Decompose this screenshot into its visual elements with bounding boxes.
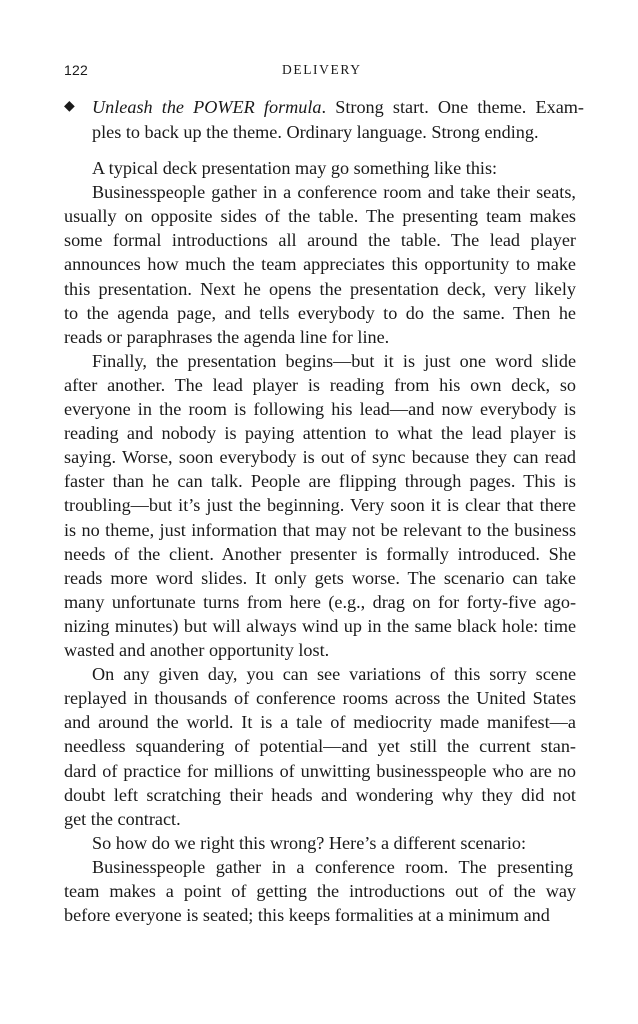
- text-line: troubling—but it’s just the beginning. Very soon it is clear that there: [64, 495, 576, 516]
- bullet-line: [92, 120, 539, 144]
- text-line: So how do we right this wrong? Here’s a different scenario:: [92, 832, 527, 853]
- text-line: saying. Worse, soon everybody is out of sync because they can read: [64, 447, 577, 468]
- text-line: Businesspeople gather in a conference room. The presenting: [92, 856, 574, 877]
- text-line: before everyone is seated; this keeps formalities at a minimum and: [64, 905, 550, 926]
- text-line: after another. The lead player is reading from his own deck, so: [64, 374, 577, 395]
- bullet-line-text: ples to back up the theme. Ordinary language. Strong ending.: [92, 122, 539, 142]
- bullet-line-text: . Strong start. One theme. Exam-: [321, 97, 584, 117]
- text-line: replayed in thousands of conference rooms across the United States: [64, 688, 577, 709]
- text-line: many unfortunate turns from here (e.g., drag on for forty-five ago-: [64, 591, 577, 612]
- text-line: announces how much the team appreciates this opportunity to make: [64, 254, 576, 275]
- text-line: On any given day, you can see variations of this sorry scene: [92, 664, 577, 685]
- text-line: doubt left scratching their heads and wondering why they did not: [64, 784, 576, 805]
- text-line: faster than he can talk. People are flipping through pages. This is: [64, 471, 576, 492]
- text-line: A typical deck presentation may go something like this:: [92, 158, 498, 178]
- text-line: and around the world. It is a tale of mediocrity made manifest—a: [64, 712, 576, 733]
- running-head-title: DELIVERY: [282, 62, 362, 77]
- page-number: 122: [64, 62, 88, 78]
- text-line: needs of the client. Another presenter is formally introduced. She: [64, 543, 576, 564]
- text-line: dard of practice for millions of unwitting businesspeople who are no: [64, 760, 577, 781]
- text-line: Businesspeople gather in a conference room and take their seats,: [92, 182, 576, 203]
- running-header: [64, 62, 576, 82]
- text-line: nizing minutes) but will always wind up in the same black hole: time: [64, 615, 577, 636]
- bullet-line: [92, 95, 584, 119]
- text-line: team makes a point of getting the introductions out of the way: [64, 881, 577, 901]
- text-line: needless squandering of potential—and yet still the current stan-: [64, 736, 576, 757]
- text-line: is no theme, just information that may not be relevant to the business: [64, 519, 577, 540]
- text-line: this presentation. Next he opens the presentation deck, very likely: [64, 278, 576, 299]
- text-line: usually on opposite sides of the table. The presenting team makes: [64, 206, 576, 227]
- text-line: reads or paraphrases the agenda line for line.: [64, 326, 390, 347]
- text-line: to the agenda page, and tells everybody to do the same. Then he: [64, 302, 576, 323]
- text-line: reading and nobody is paying attention to what the lead player is: [64, 423, 577, 444]
- text-line: reads more word slides. It only gets worse. The scenario can take: [64, 567, 576, 588]
- text-line: wasted and another opportunity lost.: [64, 640, 330, 660]
- bullet-emphasis: Unleash the POWER formula: [92, 97, 322, 117]
- text-line: some formal introductions all around the table. The lead player: [64, 230, 576, 251]
- text-line: everyone in the room is following his lead—and now everybody is: [64, 399, 577, 419]
- text-line: Finally, the presentation begins—but it is just one word slide: [92, 350, 577, 371]
- diamond-bullet-icon: ◆: [64, 99, 75, 114]
- text-line: get the contract.: [64, 808, 181, 829]
